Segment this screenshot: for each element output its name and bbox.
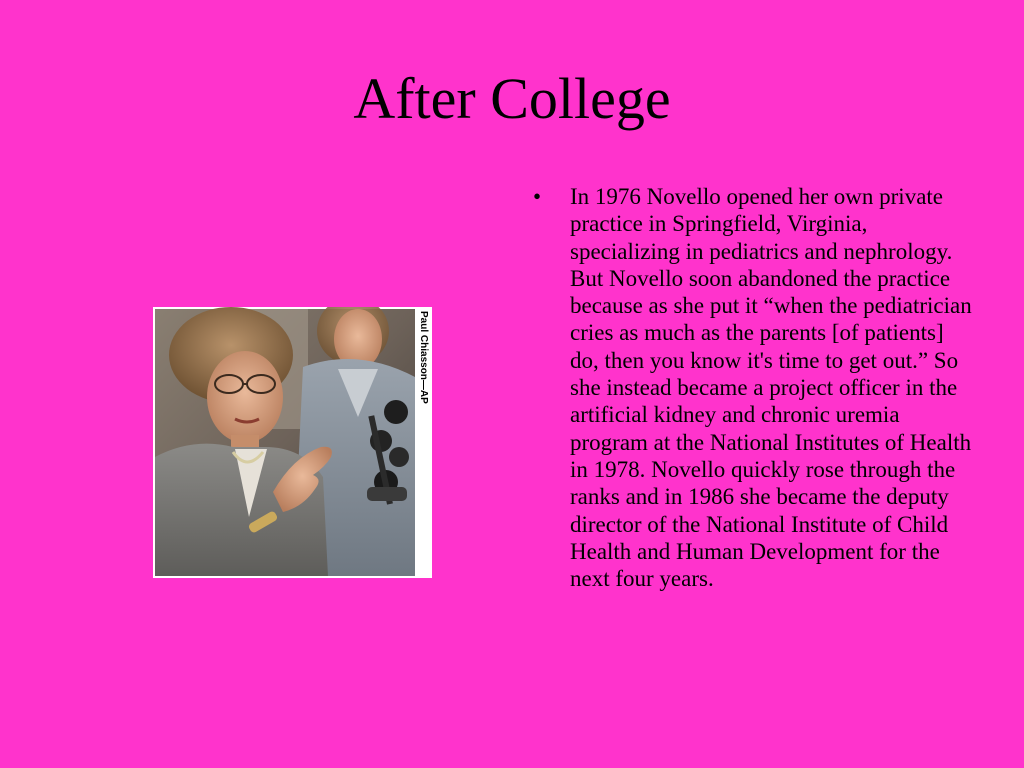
news-photo xyxy=(153,307,432,578)
bullet-list xyxy=(524,183,974,592)
photo-credit: Paul Chiasson—AP xyxy=(418,311,429,404)
bullet-marker: • xyxy=(533,184,542,209)
bullet-text: In 1976 Novello opened her own private practice in Springfield, Virginia, specializing in pediatrics and nephrology. But Novello soon abandoned the practice because as she put it “when the pediatrician cries as much as the parents [of patients] do, then you know it's time to get out.” So she instead became a project officer in the artificial kidney and chronic uremia program at the National Institutes of Health in 1978. Novello quickly rose through the ranks and in 1986 she became the deputy director of the National Institute of Child Health and Human Development for the next four years. xyxy=(570,184,972,592)
photo-illustration xyxy=(153,307,432,578)
slide-title: After College xyxy=(353,66,671,131)
bullet-item xyxy=(524,183,974,592)
